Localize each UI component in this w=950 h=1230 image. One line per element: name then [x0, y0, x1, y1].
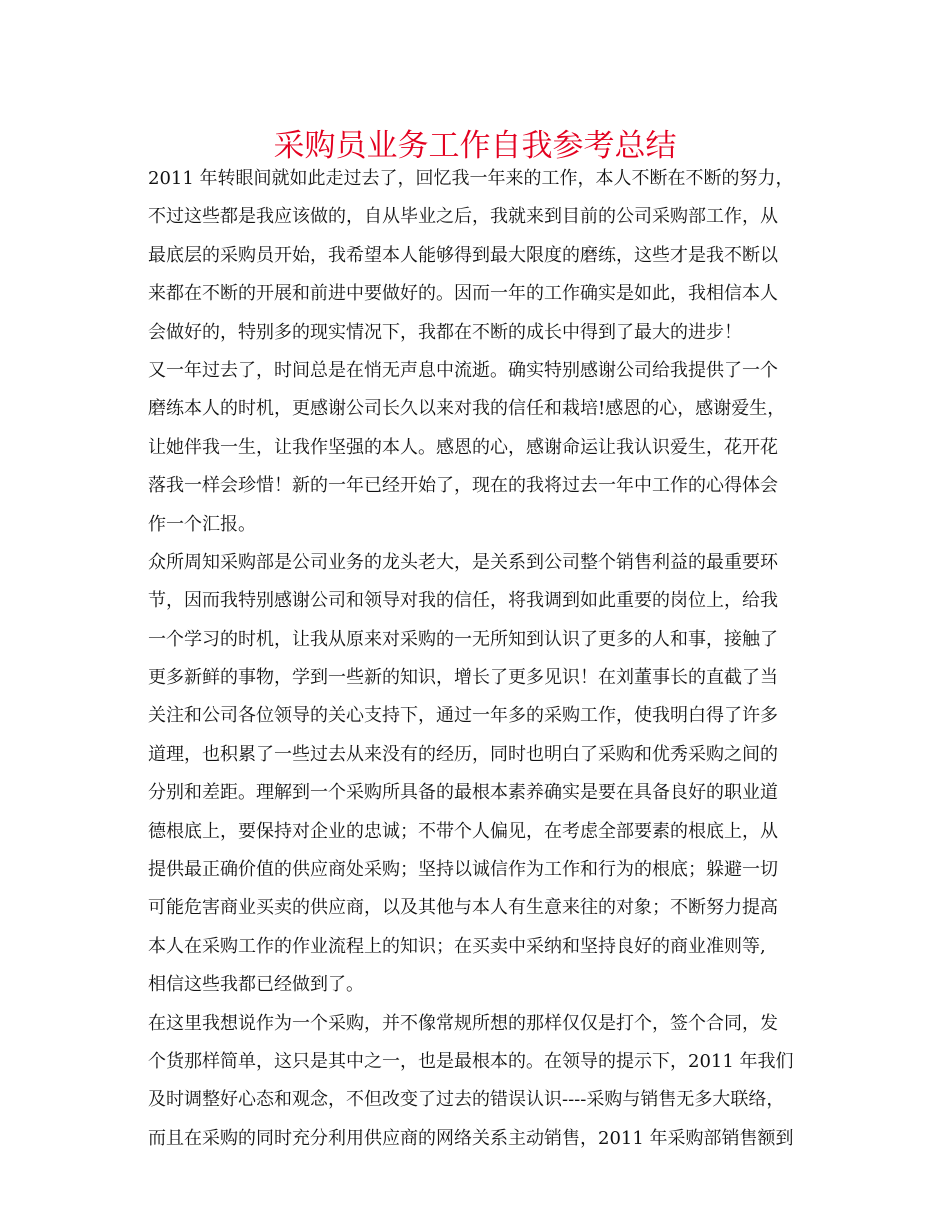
body-line: 及时调整好心态和观念，不但改变了过去的错误认识----采购与销售无多大联络，	[148, 1089, 785, 1111]
body-line: 在这里我想说作为一个采购，并不像常规所想的那样仅仅是打个，签个合同，发	[148, 1012, 778, 1034]
body-line: 分别和差距。理解到一个采购所具备的最根本素养确实是要在具备良好的职业道	[148, 782, 778, 804]
body-line: 更多新鲜的事物，学到一些新的知识，增长了更多见识！在刘董事长的直截了当	[148, 667, 778, 689]
body-line: 让她伴我一生，让我作坚强的本人。感恩的心，感谢命运让我认识爱生，花开花	[148, 436, 778, 458]
body-line: 本人在采购工作的作业流程上的知识；在买卖中采纳和坚持良好的商业准则等,	[148, 935, 766, 957]
body-line: 又一年过去了，时间总是在悄无声息中流逝。确实特别感谢公司给我提供了一个	[148, 359, 778, 381]
body-line: 关注和公司各位领导的关心支持下，通过一年多的采购工作，使我明白得了许多	[148, 705, 778, 727]
body-line: 2011 年转眼间就如此走过去了，回忆我一年来的工作，本人不断在不断的努力，	[148, 168, 794, 189]
body-line: 落我一样会珍惜！新的一年已经开始了，现在的我将过去一年中工作的心得体会	[148, 475, 778, 497]
document-title: 采购员业务工作自我参考总结	[273, 128, 677, 164]
body-line: 众所周知采购部是公司业务的龙头老大，是关系到公司整个销售利益的最重要环	[148, 551, 778, 573]
body-line: 磨练本人的时机，更感谢公司长久以来对我的信任和栽培!感恩的心，感谢爱生，	[148, 398, 786, 420]
body-line: 个货那样简单，这只是其中之一，也是最根本的。在领导的提示下，2011 年我们	[148, 1050, 794, 1072]
body-line: 提供最正确价值的供应商处采购；坚持以诚信作为工作和行为的根底；躲避一切	[148, 859, 778, 881]
body-line: 道理，也积累了一些过去从来没有的经历，同时也明白了采购和优秀采购之间的	[148, 743, 778, 765]
body-line: 节，因而我特别感谢公司和领导对我的信任，将我调到如此重要的岗位上，给我	[148, 590, 778, 612]
body-line: 德根底上，要保持对企业的忠诚；不带个人偏见，在考虑全部要素的根底上，从	[148, 820, 778, 842]
body-line: 相信这些我都已经做到了。	[148, 974, 364, 996]
body-line: 作一个汇报。	[148, 513, 256, 535]
body-line: 一个学习的时机，让我从原来对采购的一无所知到认识了更多的人和事，接触了	[148, 628, 778, 650]
body-line: 而且在采购的同时充分利用供应商的网络关系主动销售，2011 年采购部销售额到	[148, 1127, 794, 1149]
body-line: 最底层的采购员开始，我希望本人能够得到最大限度的磨练，这些才是我不断以	[148, 244, 778, 266]
body-line: 会做好的，特别多的现实情况下，我都在不断的成长中得到了最大的进步！	[148, 321, 742, 343]
body-line: 可能危害商业买卖的供应商，以及其他与本人有生意来往的对象；不断努力提高	[148, 897, 778, 919]
document-body	[148, 160, 808, 1158]
body-line: 不过这些都是我应该做的，自从毕业之后，我就来到目前的公司采购部工作，从	[148, 206, 778, 228]
body-line: 来都在不断的开展和前进中要做好的。因而一年的工作确实是如此，我相信本人	[148, 283, 778, 305]
